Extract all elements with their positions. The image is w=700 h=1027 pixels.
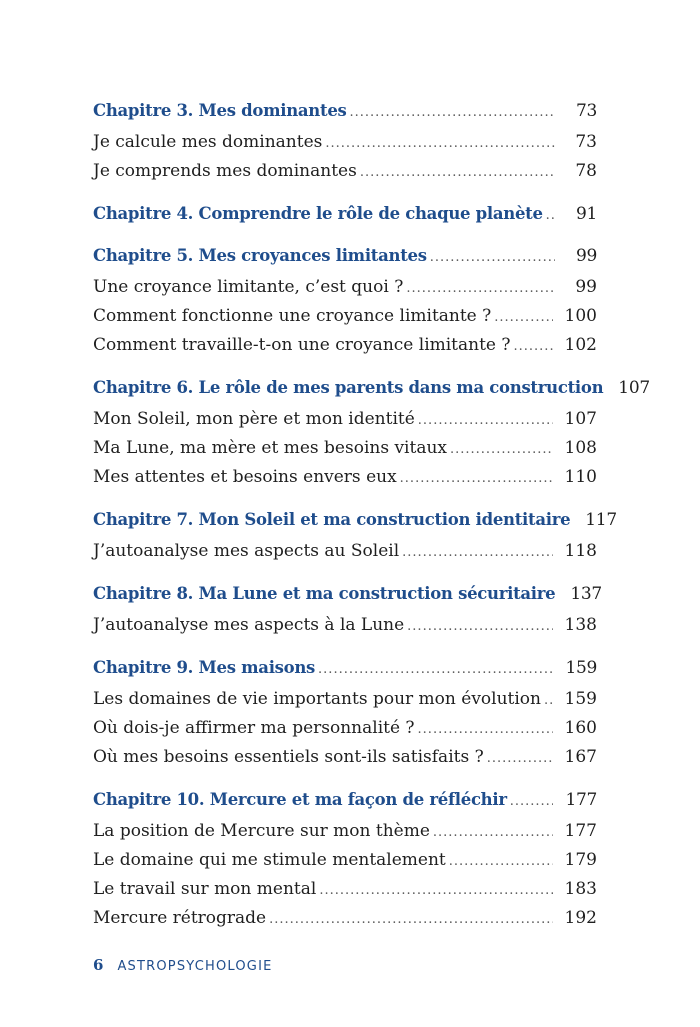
dot-leader	[430, 243, 555, 272]
dot-leader	[402, 538, 552, 567]
page-number: 118	[564, 541, 597, 561]
dot-leader	[400, 464, 553, 493]
page-number: 179	[564, 850, 597, 870]
footer-page-number: 6	[93, 956, 104, 974]
toc-item-entry	[93, 817, 597, 846]
dot-leader	[514, 332, 553, 361]
chapter-title: Chapitre 9. Mes maisons	[93, 658, 316, 677]
page-number: 117	[585, 510, 617, 530]
item-title: Une croyance limitante, c’est quoi ?	[93, 277, 404, 297]
toc-item-entry	[93, 743, 597, 772]
item-title: Mercure rétrograde	[93, 908, 267, 928]
dot-leader	[406, 274, 555, 303]
dot-leader	[487, 744, 553, 773]
page-number: 100	[564, 306, 597, 326]
dot-leader	[269, 905, 552, 934]
chapter-title: Chapitre 6. Le rôle de mes parents dans ma construction	[93, 378, 604, 397]
toc-item-entry	[93, 714, 597, 743]
dot-leader	[407, 612, 552, 641]
page-number: 192	[564, 908, 597, 928]
toc-item-entry	[93, 463, 597, 492]
page-number: 167	[564, 747, 597, 767]
chapter-title: Chapitre 8. Ma Lune et ma construction sécuritaire	[93, 584, 556, 603]
item-title: Mon Soleil, mon père et mon identité	[93, 409, 415, 429]
item-title: Je calcule mes dominantes	[93, 132, 323, 152]
dot-leader	[544, 686, 553, 715]
toc-item-entry	[93, 273, 597, 302]
dot-leader	[360, 158, 555, 187]
toc-item-entry	[93, 875, 597, 904]
item-title: Où dois-je affirmer ma personnalité ?	[93, 718, 415, 738]
dot-leader	[318, 655, 553, 684]
toc-item-entry	[93, 537, 597, 566]
page-number: 159	[565, 658, 597, 678]
page-number: 91	[575, 204, 597, 224]
running-title: ASTROPSYCHOLOGIE	[117, 959, 273, 974]
table-of-contents	[93, 96, 650, 933]
page-number: 108	[564, 438, 597, 458]
page-number: 183	[564, 879, 597, 899]
dot-leader	[418, 715, 553, 744]
page-number: 107	[618, 378, 650, 398]
toc-chapter-entry	[93, 505, 617, 534]
dot-leader	[450, 435, 553, 464]
item-title: La position de Mercure sur mon thème	[93, 821, 430, 841]
dot-leader	[418, 406, 553, 435]
toc-chapter-entry	[93, 241, 597, 270]
toc-item-entry	[93, 685, 597, 714]
toc-chapter-entry	[93, 579, 602, 608]
toc-chapter-entry	[93, 96, 597, 125]
toc-chapter-entry	[93, 373, 650, 402]
page-number: 110	[564, 467, 597, 487]
chapter-title: Chapitre 5. Mes croyances limitantes	[93, 246, 427, 265]
item-title: Mes attentes et besoins envers eux	[93, 467, 397, 487]
page-number: 73	[575, 101, 597, 121]
page-number: 99	[575, 246, 597, 266]
toc-chapter-entry	[93, 199, 597, 228]
page-number: 160	[564, 718, 597, 738]
dot-leader	[494, 303, 552, 332]
page-number: 78	[575, 161, 597, 181]
page-footer	[93, 956, 273, 974]
page-number: 99	[575, 277, 597, 297]
page-number: 177	[564, 821, 597, 841]
toc-item-entry	[93, 128, 597, 157]
item-title: Les domaines de vie importants pour mon évolution	[93, 689, 541, 709]
dot-leader	[433, 818, 553, 847]
item-title: Comment fonctionne une croyance limitante ?	[93, 306, 492, 326]
toc-item-entry	[93, 405, 597, 434]
chapter-title: Chapitre 10. Mercure et ma façon de réfléchir	[93, 790, 507, 809]
item-title: Le travail sur mon mental	[93, 879, 317, 899]
item-title: J’autoanalyse mes aspects au Soleil	[93, 541, 400, 561]
page-number: 107	[564, 409, 597, 429]
item-title: Ma Lune, ma mère et mes besoins vitaux	[93, 438, 447, 458]
page-number: 138	[564, 615, 597, 635]
toc-item-entry	[93, 302, 597, 331]
toc-item-entry	[93, 331, 597, 360]
toc-item-entry	[93, 904, 597, 933]
item-title: Le domaine qui me stimule mentalement	[93, 850, 446, 870]
toc-item-entry	[93, 434, 597, 463]
chapter-title: Chapitre 3. Mes dominantes	[93, 101, 347, 120]
dot-leader	[350, 98, 555, 127]
dot-leader	[546, 201, 555, 230]
toc-chapter-entry	[93, 785, 597, 814]
page-number: 73	[575, 132, 597, 152]
item-title: J’autoanalyse mes aspects à la Lune	[93, 615, 405, 635]
toc-item-entry	[93, 846, 597, 875]
page-number: 102	[564, 335, 597, 355]
item-title: Je comprends mes dominantes	[93, 161, 357, 181]
page-number: 137	[570, 584, 602, 604]
chapter-title: Chapitre 7. Mon Soleil et ma construction identitaire	[93, 510, 571, 529]
page-number: 159	[564, 689, 597, 709]
dot-leader	[510, 787, 554, 816]
toc-item-entry	[93, 157, 597, 186]
toc-item-entry	[93, 611, 597, 640]
page-number: 177	[565, 790, 597, 810]
chapter-title: Chapitre 4. Comprendre le rôle de chaque planète	[93, 204, 543, 223]
dot-leader	[449, 847, 553, 876]
toc-chapter-entry	[93, 653, 597, 682]
item-title: Comment travaille-t-on une croyance limitante ?	[93, 335, 511, 355]
item-title: Où mes besoins essentiels sont-ils satisfaits ?	[93, 747, 484, 767]
dot-leader	[325, 129, 555, 158]
dot-leader	[319, 876, 552, 905]
